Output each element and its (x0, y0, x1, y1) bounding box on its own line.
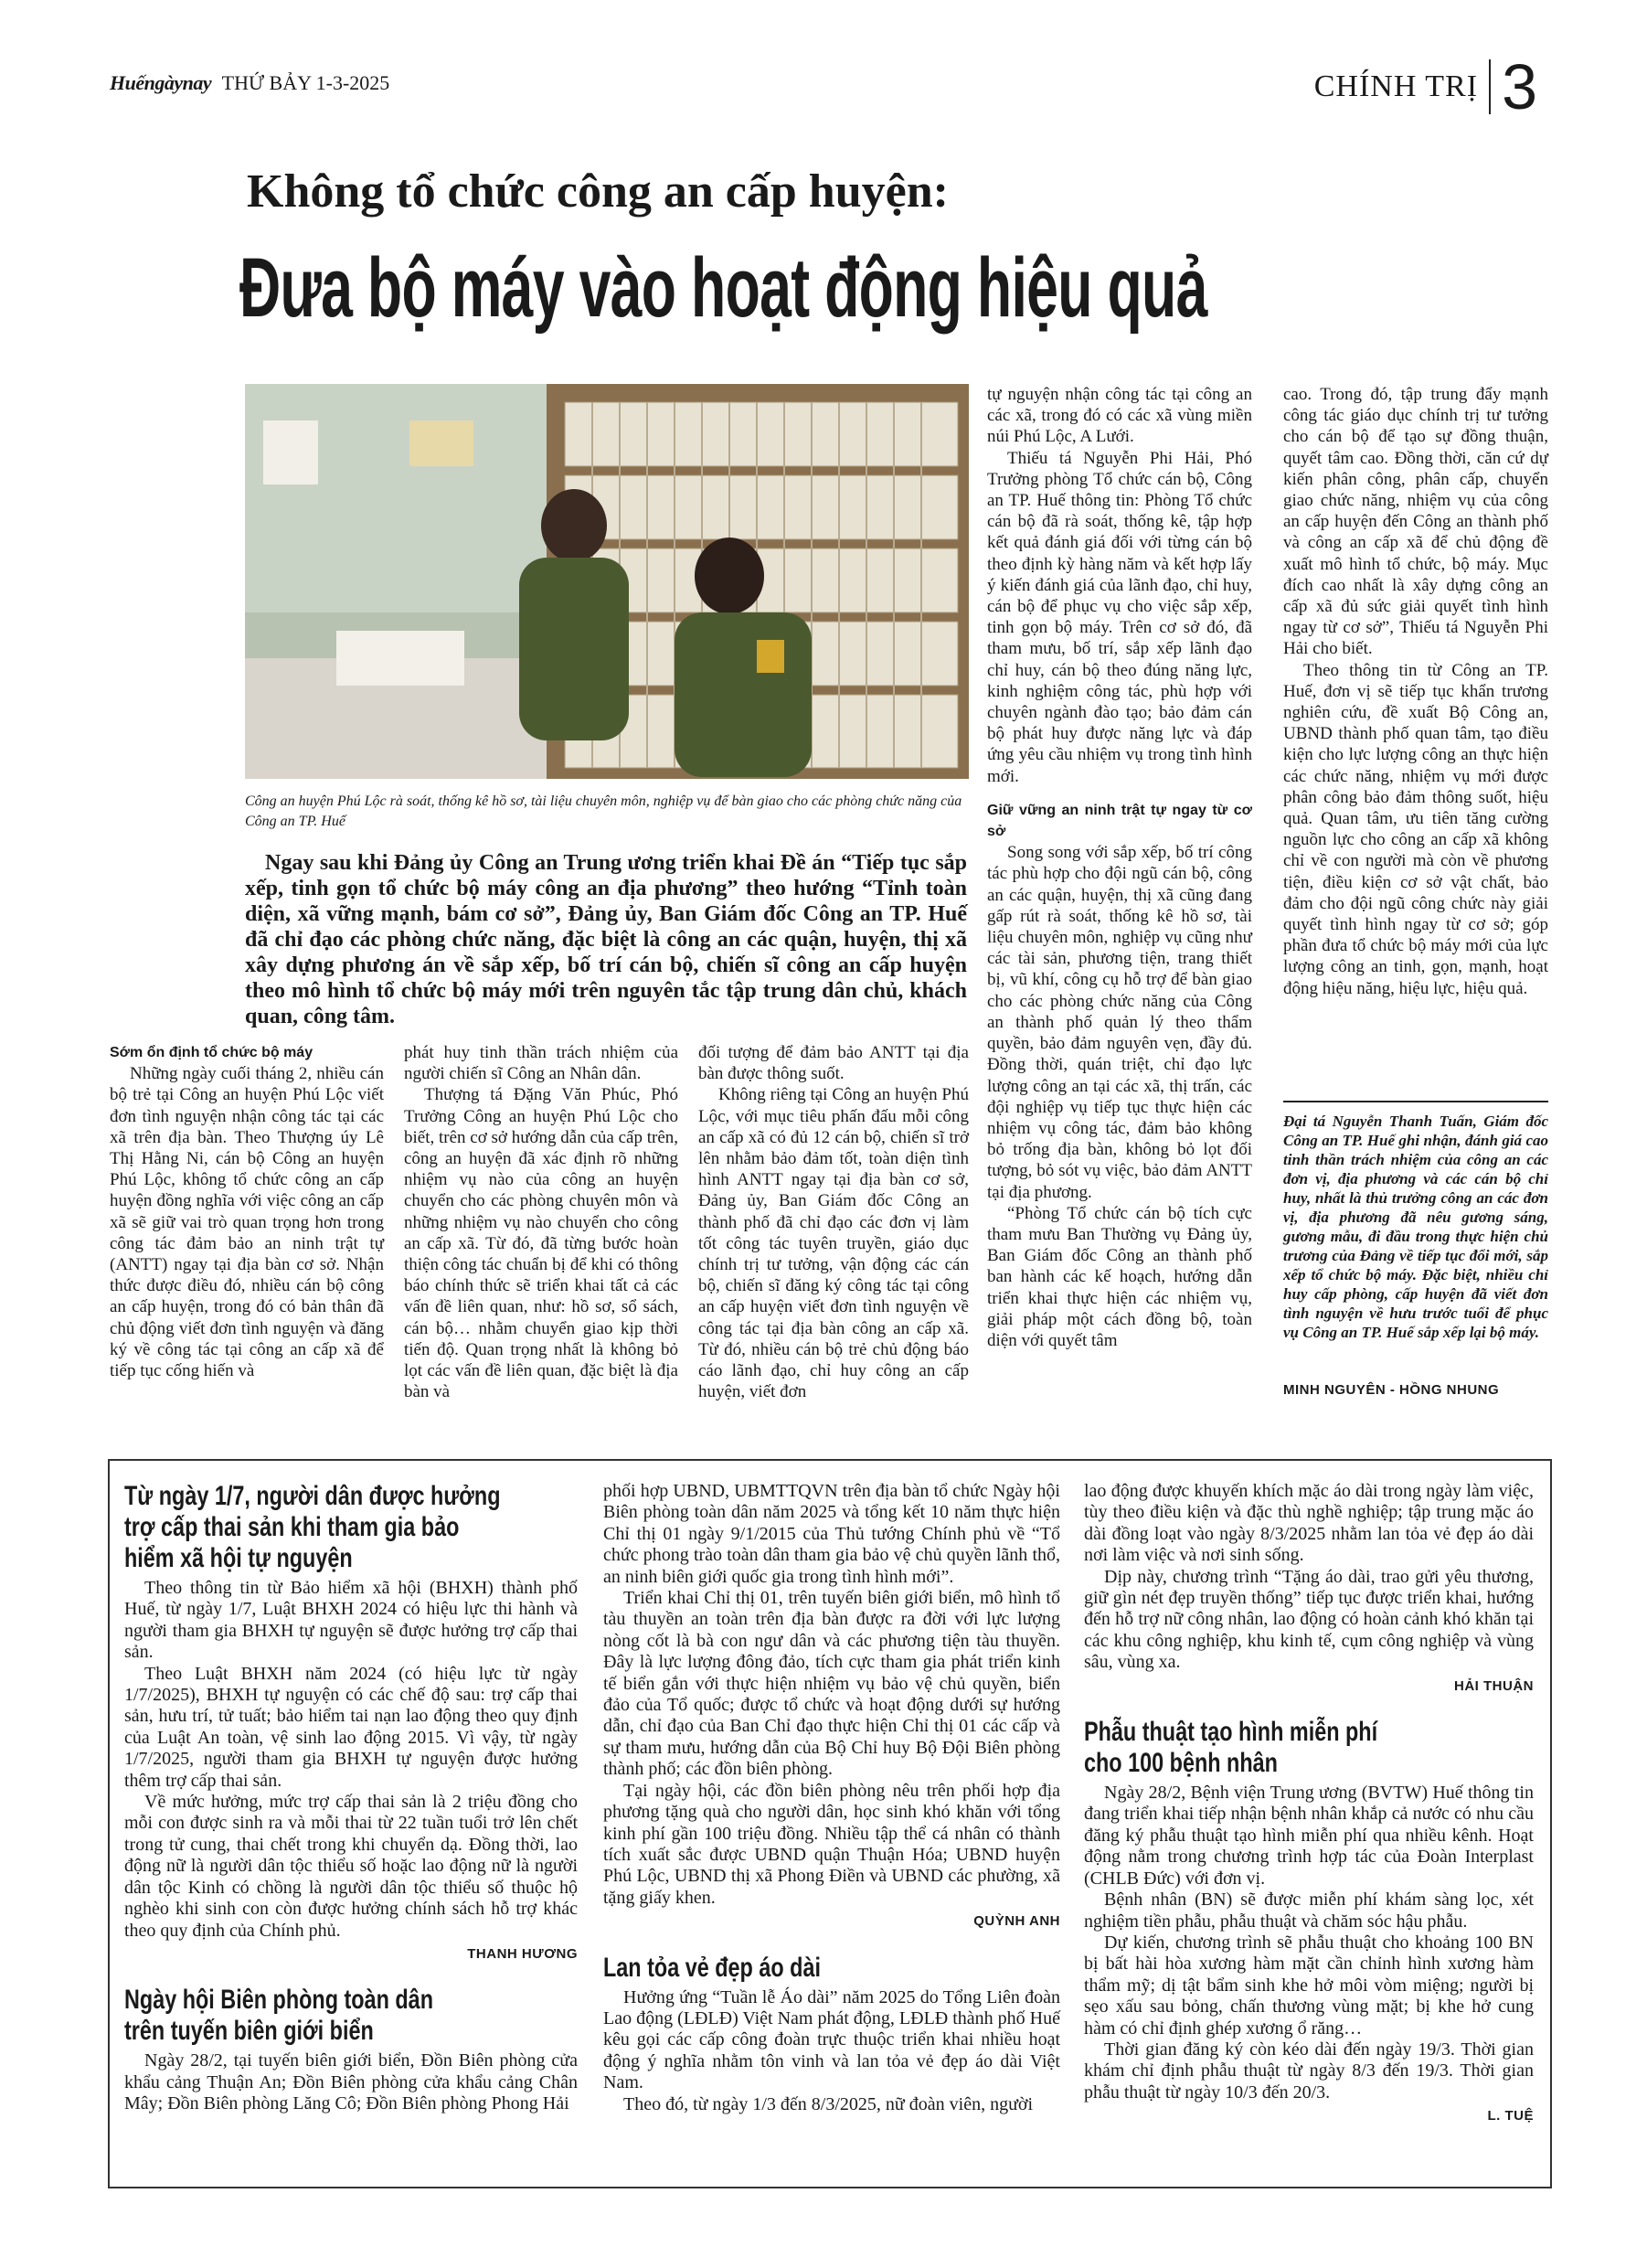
paragraph: Theo thông tin từ Công an TP. Huế, đơn vị sẽ tiếp tục khẩn trương nghiên cứu, đề xuất Bộ Công an, UBND thành phố quan tâm, tạo điều kiện cho lực lượng công an thực hiện các chức năng, nhiệm vụ mới được phân công bảo đảm thông suốt, hiệu quả. Quan tâm, ưu tiên tăng cường nguồn lực cho công an cấp xã không chỉ về con người mà còn về phương tiện, điều kiện cơ sở vật chất, bảo đảm cho đội ngũ công chức này giải quyết tình hình ngay từ cơ sở; góp phần đưa tổ chức bộ máy mới của lực lượng công an tinh, gọn, mạnh, hoạt động hiệu năng, hiệu lực, hiệu quả. (1283, 660, 1548, 998)
paragraph: Hưởng ứng “Tuần lễ Áo dài” năm 2025 do Tổng Liên đoàn Lao động (LĐLĐ) Việt Nam phát động, LĐLĐ thành phố Huế kêu gọi các cấp công đoàn trực thuộc triển khai nhiều hoạt động ý nghĩa nhằm tôn vinh và lan tỏa vẻ đẹp áo dài Việt Nam. (603, 1986, 1060, 2093)
paragraph: lao động được khuyến khích mặc áo dài trong ngày làm việc, tùy theo điều kiện và đặc thù nghề nghiệp; tập trung mặc áo dài đồng loạt vào ngày 8/3/2025 nhằm lan tỏa vẻ đẹp áo dài nơi làm việc và nơi sinh sống. (1084, 1481, 1534, 1566)
newspaper-logo: Huếngàynay (110, 71, 212, 94)
paragraph: phát huy tinh thần trách nhiệm của người chiến sĩ Công an Nhân dân. (404, 1043, 678, 1084)
brief-headline (124, 1985, 478, 2047)
section-label: CHÍNH TRỊ (1313, 69, 1479, 103)
article-lede: Ngay sau khi Đảng ủy Công an Trung ương triển khai Đề án “Tiếp tục sắp xếp, tinh gọn tổ chức bộ máy công an địa phương” theo hướng “Tỉnh toàn diện, xã vững mạnh, bám cơ sở”, Đảng ủy, Ban Giám đốc Công an TP. Huế đã chỉ đạo các phòng chức năng, đặc biệt là công an các quận, huyện, thị xã xây dựng phương án về sắp xếp, bố trí cán bộ, chiến sĩ công an cấp huyện theo mô hình tổ chức bộ máy mới trên nguyên tắc tập trung dân chủ, khách quan, công tâm. (245, 851, 967, 1028)
masthead (110, 71, 389, 95)
paragraph: Triển khai Chỉ thị 01, trên tuyến biên giới biển, mô hình tổ tàu thuyền an toàn trên địa bàn được ra đời với lực lượng nòng cốt là bà con ngư dân và các phương tiện tàu thuyền. Đây là lực lượng đông đảo, tích cực tham gia phát triển kinh tế biển gắn với thực hiện nhiệm vụ bảo vệ chủ quyền, biển đảo của Tổ quốc; được tổ chức và hoạt động dưới sự hướng dẫn, chỉ đạo của Ban Chỉ đạo thực hiện Chỉ thị 01 các cấp và sự tham mưu, hướng dẫn của Bộ Chỉ huy Bộ Đội Biên phòng thành phố; các đồn biên phòng. (603, 1588, 1060, 1780)
brief-headline-line: cho 100 bệnh nhân (1084, 1748, 1278, 1779)
article-byline: MINH NGUYÊN - HỒNG NHUNG (1283, 1382, 1500, 1398)
brief-byline: THANH HƯƠNG (467, 1945, 578, 1962)
section-divider (1489, 59, 1491, 114)
page-number: 3 (1502, 51, 1537, 122)
paragraph: Bệnh nhân (BN) sẽ được miễn phí khám sàng lọc, xét nghiệm tiền phẫu, phẫu thuật và chăm sóc hậu phẫu. (1084, 1890, 1534, 1932)
paragraph: cao. Trong đó, tập trung đẩy mạnh công tác giáo dục chính trị tư tưởng cho cán bộ để tạo sự đồng thuận, quyết tâm cao. Đồng thời, căn cứ dự kiến phân công, phân cấp, chuyển giao chức năng, nhiệm vụ của công an cấp huyện đến Công an thành phố và công an cấp xã để chủ động đề xuất mô hình tổ chức, bộ máy. Mục đích cao nhất là xây dựng công an cấp xã đủ sức giải quyết tình hình ngay từ cơ sở”, Thiếu tá Nguyễn Phi Hải cho biết. (1283, 385, 1548, 659)
article-column-4 (987, 384, 1252, 1351)
police-officers-photo (245, 384, 969, 779)
brief-byline: HẢI THUẬN (1454, 1677, 1534, 1694)
brief-headline-line: trên tuyến biên giới biển (124, 2016, 374, 2047)
paragraph: Thượng tá Đặng Văn Phúc, Phó Trưởng Công an huyện Phú Lộc cho biết, trên cơ sở hướng dẫn của cấp trên, công an huyện đã xác định rõ những nhiệm vụ nào của công an huyện chuyển cho các phòng chuyên môn và những nhiệm vụ nào chuyển cho công an cấp xã. Từ đó, đã từng bước hoàn thiện công tác chuẩn bị để khi có thông báo chính thức sẽ triển khai tất cả các vấn đề liên quan, như: hồ sơ, sổ sách, cán bộ… nhằm chuyển giao kịp thời tiến độ. Quan trọng nhất là không bỏ lọt các vấn đề liên quan, đặc biệt là địa bàn và (404, 1085, 679, 1402)
brief-headline-line: Từ ngày 1/7, người dân được hưởng (124, 1481, 501, 1511)
brief-headline-line: trợ cấp thai sản khi tham gia bảo (124, 1512, 460, 1542)
photo-caption: Công an huyện Phú Lộc rà soát, thống kê hồ sơ, tài liệu chuyên môn, nghiệp vụ để bàn giao cho các phòng chức năng của Công an TP. Huế (245, 793, 962, 829)
article-headline: Đưa bộ máy vào hoạt động hiệu quả (239, 241, 1207, 335)
paragraph: tự nguyện nhận công tác tại công an các xã, trong đó có các xã vùng miền núi Phú Lộc, A Lưới. (987, 385, 1252, 447)
section-header (1313, 51, 1537, 122)
paragraph: Dịp này, chương trình “Tặng áo dài, trao gửi yêu thương, giữ gìn nét đẹp truyền thống” tiếp tục được triển khai, hướng đến hỗ trợ nữ công nhân, lao động có hoàn cảnh khó khăn tại các khu công nghiệp, khu kinh tế, cụm công nghiệp và vùng sâu, vùng xa. (1084, 1566, 1534, 1673)
paragraph: đối tượng để đảm bảo ANTT tại địa bàn được thông suốt. (698, 1043, 969, 1084)
subhead: Giữ vững an ninh trật tự ngay từ cơ sở (987, 802, 1252, 840)
subhead: Sớm ổn định tổ chức bộ máy (110, 1045, 313, 1060)
brief-headline (124, 1481, 501, 1574)
paragraph: Theo Luật BHXH năm 2024 (có hiệu lực từ ngày 1/7/2025), BHXH tự nguyện có các chế độ sau: trợ cấp thai sản, hưu trí, tử tuất; bảo hiểm tai nạn lao động theo quy định của Luật An toàn, vệ sinh lao động 2015. Vì vậy, từ ngày 1/7/2025, người tham gia BHXH tự nguyện được hưởng thêm trợ cấp thai sản. (124, 1663, 578, 1791)
paragraph: Tại ngày hội, các đồn biên phòng nêu trên phối hợp địa phương tặng quà cho người dân, học sinh khó khăn với tổng kinh phí gần 100 triệu đồng. Nhiều tập thể cá nhân có thành tích xuất sắc được UBND quận Thuận Hóa; UBND huyện Phú Lộc, UBND thị xã Phong Điền và UBND các phường, xã tặng giấy khen. (603, 1780, 1060, 1908)
article-column-2 (404, 1042, 678, 1402)
paragraph: Những ngày cuối tháng 2, nhiều cán bộ trẻ tại Công an huyện Phú Lộc viết đơn tình nguyện nhận công tác tại các xã trên địa bàn. Theo Thượng úy Lê Thị Hằng Ni, cán bộ Công an huyện Phú Lộc, không tổ chức công an cấp huyện đồng nghĩa với việc công an cấp xã sẽ giữ vai trò quan trọng hơn trong công tác đảm bảo an ninh trật tự (ANTT) ngay tại địa bàn cơ sở. Nhận thức được điều đó, nhiều cán bộ công an cấp huyện, trong đó có bản thân đã chủ động viết đơn tình nguyện và đăng ký về công tác tại công an cấp xã để tiếp tục cống hiến và (110, 1064, 384, 1381)
briefs-column-1 (124, 1481, 578, 2115)
issue-date: THỨ BẢY 1-3-2025 (221, 71, 390, 94)
brief-headline-line: Ngày hội Biên phòng toàn dân (124, 1985, 433, 2016)
briefs-column-2 (603, 1481, 1060, 2115)
paragraph: phối hợp UBND, UBMTTQVN trên địa bàn tổ chức Ngày hội Biên phòng toàn dân năm 2025 và tổng kết 10 năm thực hiện Chỉ thị 01 ngày 9/1/2015 của Thủ tướng Chính phủ về “Tổ chức phong trào toàn dân tham gia bảo vệ chủ quyền lãnh thổ, an ninh biên giới quốc gia trong tình hình mới”. (603, 1481, 1060, 1587)
sidebar-quote: Đại tá Nguyễn Thanh Tuấn, Giám đốc Công an TP. Huế ghi nhận, đánh giá cao tinh thần trách nhiệm của công an các đơn vị, địa phương và các cán bộ chỉ huy, nhất là thủ trưởng công an các đơn vị, địa phương đã nêu gương sáng, gương mẫu, đi đầu trong thực hiện chủ trương của Đảng về tiếp tục đổi mới, sắp xếp tổ chức bộ máy. Đặc biệt, nhiều chỉ huy cấp phòng, cấp huyện đã viết đơn tình nguyện về hưu trước tuổi để phục vụ Công an TP. Huế sắp xếp lại bộ máy. (1283, 1113, 1548, 1341)
paragraph: Ngày 28/2, tại tuyến biên giới biển, Đồn Biên phòng cửa khẩu cảng Thuận An; Đồn Biên phòng cửa khẩu cảng Chân Mây; Đồn Biên phòng Lăng Cô; Đồn Biên phòng Phong Hải (124, 2050, 578, 2114)
brief-headline (603, 1953, 960, 1984)
article-column-5 (1283, 384, 1548, 999)
brief-byline: L. TUỆ (1487, 2108, 1534, 2124)
brief-headline (1084, 1717, 1435, 1779)
article-photo (245, 384, 969, 779)
paragraph: Ngày 28/2, Bệnh viện Trung ương (BVTW) Huế thông tin đang triển khai tiếp nhận bệnh nhân khắp cả nước có nhu cầu đăng ký phẫu thuật tạo hình miễn phí qua nhiều kênh. Hoạt động nằm trong chương trình hợp tác của Đoàn Interplast (CHLB Đức) với đơn vị. (1084, 1783, 1534, 1889)
paragraph: Thiếu tá Nguyễn Phi Hải, Phó Trưởng phòng Tổ chức cán bộ, Công an TP. Huế thông tin: Phòng Tổ chức cán bộ đã rà soát, thống kê, tập hợp kết quả đánh giá đối với từng cán bộ theo định kỳ hàng năm và kết hợp lấy ý kiến đánh giá của lãnh đạo, chỉ huy, cán bộ để phục vụ cho việc sắp xếp, tinh gọn bộ máy. Trên cơ sở đó, đã tham mưu, bố trí, sắp xếp lãnh đạo chỉ huy, cán bộ theo đúng năng lực, kinh nghiệm công tác, phù hợp với chuyên ngành đào tạo; bảo đảm cán bộ phát huy được năng lực và đáp ứng yêu cầu nhiệm vụ trong tình hình mới. (987, 448, 1252, 786)
brief-headline-line: hiểm xã hội tự nguyện (124, 1543, 353, 1573)
paragraph: Không riêng tại Công an huyện Phú Lộc, với mục tiêu phấn đấu mỗi công an cấp xã có đủ 12 cán bộ, chiến sĩ trở lên nhằm bảo đảm tốt, toàn diện tình hình ANTT ngay tại địa bàn cơ sở, Đảng ủy, Ban Giám đốc Công an thành phố đã chỉ đạo các đơn vị làm tốt công tác tuyên truyền, giáo dục chính trị tư tưởng, vận động các cán bộ, chiến sĩ đăng ký công tác tại công an cấp huyện viết đơn tình nguyện về công tác tại địa bàn công an cấp xã. Từ đó, nhiều cán bộ trẻ chủ động báo cáo lãnh đạo, chỉ huy công an cấp huyện, viết đơn (698, 1085, 969, 1402)
paragraph: Theo đó, từ ngày 1/3 đến 8/3/2025, nữ đoàn viên, người (623, 2093, 1034, 2114)
article-column-3 (698, 1042, 969, 1402)
paragraph: Dự kiến, chương trình sẽ phẫu thuật cho khoảng 100 BN bị bất hài hòa xương hàm mặt cần chỉnh hình xương hàm thẩm mỹ; dị tật bẩm sinh khe hở môi vòm miệng; người bị sẹo xấu sau bỏng, chấn thương vùng mặt; bị khe hở cung hàm có chỉ định ghép xương ổ răng… (1084, 1932, 1534, 2039)
paragraph: Về mức hưởng, mức trợ cấp thai sản là 2 triệu đồng cho mỗi con được sinh ra và mỗi thai từ 22 tuần tuổi trở lên chết trong tử cung, thai chết trong khi chuyển dạ. Đồng thời, lao động nữ là người dân tộc thiểu số hoặc lao động nữ là người dân tộc Kinh có chồng là người dân tộc thiểu số thuộc hộ nghèo khi sinh con còn được hưởng chính sách hỗ trợ khác theo quy định của Chính phủ. (124, 1792, 578, 1941)
paragraph: Theo thông tin từ Bảo hiểm xã hội (BHXH) thành phố Huế, từ ngày 1/7, Luật BHXH 2024 có hiệu lực thi hành và người tham gia BHXH tự nguyện sẽ được hưởng trợ cấp thai sản. (124, 1578, 578, 1663)
briefs-column-3 (1084, 1481, 1534, 2147)
article-column-1 (110, 1042, 384, 1381)
paragraph: Song song với sắp xếp, bố trí công tác phù hợp cho đội ngũ cán bộ, công an các quận, huyện, thị xã cũng đang gấp rút rà soát, thống kê hồ sơ, tài liệu chuyên môn, nghiệp vụ cũng như các tài sản, phương tiện, trang thiết bị, vũ khí, công cụ hỗ trợ để bàn giao cho các phòng chức năng của Công an thành phố quản lý theo thẩm quyền, bảo đảm nguyên vẹn, đầy đủ. Đồng thời, quán triệt, chỉ đạo lực lượng công an tại các xã, thị trấn, các đội nghiệp vụ tiếp tục thực hiện các nhiệm vụ công tác, đảm bảo không bỏ trống địa bàn, không bỏ lọt đối tượng, bỏ sót vụ việc, bảo đảm ANTT tại địa phương. (987, 843, 1252, 1202)
brief-headline-line: Phẫu thuật tạo hình miễn phí (1084, 1717, 1378, 1748)
brief-headline-line: Lan tỏa vẻ đẹp áo dài (603, 1952, 821, 1983)
brief-byline: QUỲNH ANH (973, 1913, 1060, 1930)
article-kicker: Không tổ chức công an cấp huyện: (247, 165, 949, 218)
paragraph: “Phòng Tổ chức cán bộ tích cực tham mưu Ban Thường vụ Đảng ủy, Ban Giám đốc Công an thành phố ban hành các kế hoạch, hướng dẫn triển khai thực hiện các nhiệm vụ, giải pháp một cách đồng bộ, toàn diện với quyết tâm (987, 1203, 1252, 1350)
sidebar-rule (1283, 1101, 1548, 1102)
paragraph: Thời gian đăng ký còn kéo dài đến ngày 19/3. Thời gian khám chỉ định phẫu thuật từ ngày 8/3 đến 19/3. Thời gian phẫu thuật từ ngày 10/3 đến 20/3. (1084, 2039, 1534, 2103)
